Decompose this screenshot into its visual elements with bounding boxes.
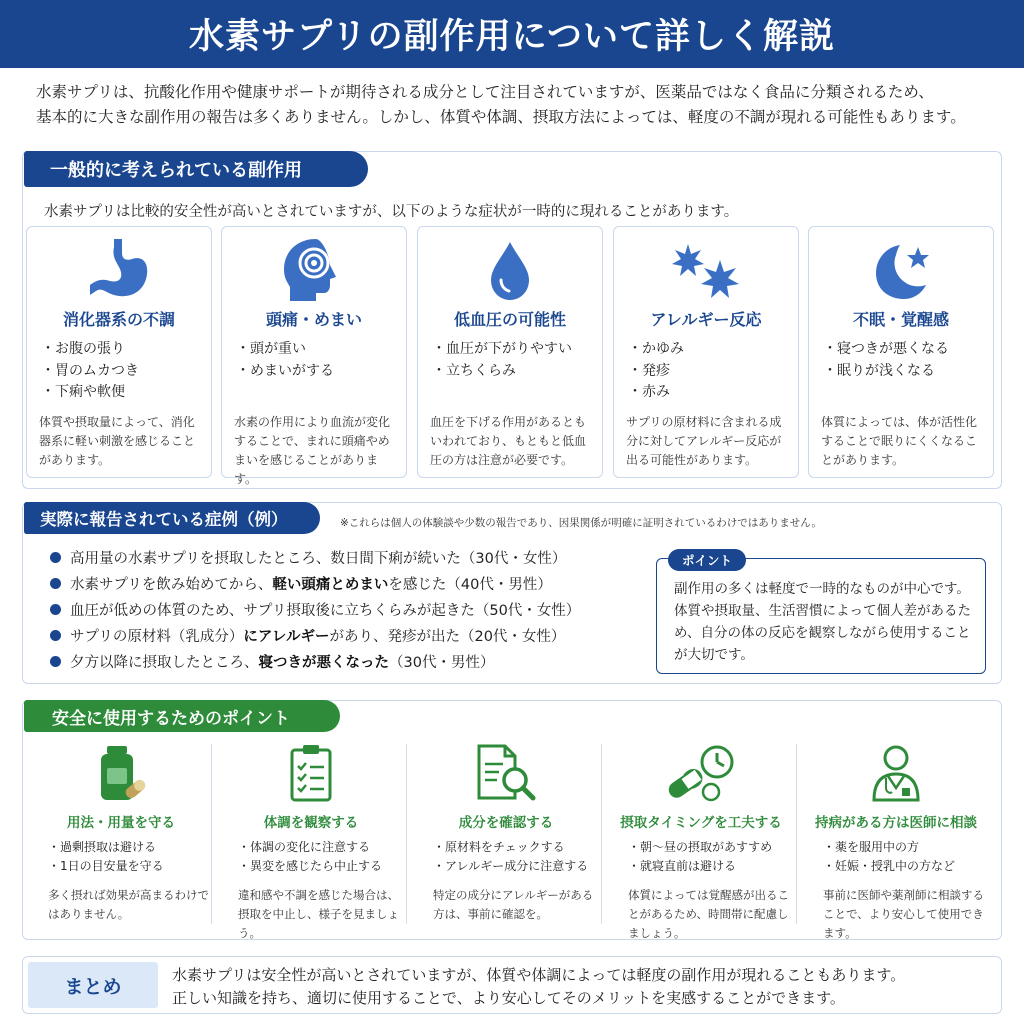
case-highlight: にアレルギー: [243, 629, 330, 645]
water-drop-icon: [418, 235, 602, 305]
tip-bullet: ・朝〜昼の摂取があすすめ: [628, 840, 773, 854]
intro-line-1: 水素サプリは、抗酸化作用や健康サポートが期待される成分として注目されていますが、医薬品ではなく食品に分類されるため、: [36, 83, 934, 101]
side-effect-card-insomnia: [808, 226, 994, 478]
case-item: [50, 651, 494, 672]
case-text: 高用量の水素サプリを摂取したところ、数日間下痢が続いた（30代・女性）: [70, 551, 567, 567]
tip-note: 特定の成分にアレルギーがある方は、事前に確認を。: [433, 888, 594, 921]
side-effect-card-digestive: [26, 226, 212, 478]
card-bullets: [628, 339, 684, 404]
case-text: サプリの原材料（乳成分）: [70, 629, 244, 645]
bullet-dot-icon: [50, 604, 61, 615]
tip-note: 体質によっては覚醒感が出ることがあるため、時間帯に配慮しましょう。: [628, 888, 789, 940]
card-bullet: ・寝つきが悪くなる: [823, 341, 949, 357]
doctor-icon: [799, 740, 993, 806]
supplement-bottle-icon: [24, 740, 218, 806]
case-highlight: 寝つきが悪くなった: [258, 655, 389, 671]
tip-bullets: [823, 838, 955, 876]
card-note: 血圧を下げる作用があるともいわれており、もともと低血圧の方は注意が必要です。: [430, 415, 587, 467]
reported-cases-heading: 実際に報告されている症例（例）: [40, 510, 288, 529]
card-bullet: ・胃のムカつき: [41, 362, 139, 379]
case-item: [50, 625, 565, 646]
case-text-after: があり、発疹が出た（20代・女性）: [329, 629, 566, 645]
card-title: アレルギー反応: [650, 310, 762, 329]
allergy-stars-icon: [614, 235, 798, 305]
safety-tip-ingredients: [409, 740, 603, 930]
safe-use-tab: [24, 700, 340, 732]
card-bullets: [236, 339, 334, 382]
card-title: 低血圧の可能性: [453, 310, 566, 329]
case-text: 血圧が低めの体質のため、サプリ摂取後に立ちくらみが起きた（50代・女性）: [70, 603, 581, 619]
card-bullet: ・下痢や軟便: [41, 384, 125, 400]
case-text-after: （30代・男性）: [389, 655, 495, 671]
card-note: 体質によっては、体が活性化することで眠りにくくなることがあります。: [821, 415, 978, 467]
tip-bullets: [628, 838, 772, 876]
case-text: 水素サプリを飲み始めてから、: [70, 577, 273, 593]
reported-cases-disclaimer: ※これらは個人の体験談や少数の報告であり、因果関係が明確に証明されているわけではありません。: [340, 517, 822, 529]
bullet-dot-icon: [50, 656, 61, 667]
card-bullet: ・お腹の張り: [41, 341, 125, 357]
common-side-effects-tab: [24, 151, 368, 187]
case-item: [50, 547, 566, 568]
card-bullet: ・眠りが浅くなる: [823, 362, 935, 379]
card-bullets: [823, 339, 949, 382]
tip-bullet: ・過剰摂取は避ける: [48, 840, 157, 854]
bullet-dot-icon: [50, 552, 61, 563]
summary-line-1: 水素サプリは安全性が高いとされていますが、体質や体調によっては軽度の副作用が現れることもあります。: [172, 966, 906, 984]
common-side-effects-heading: 一般的に考えられている副作用: [50, 160, 302, 181]
tip-bullet: ・異変を感じたら中止する: [238, 859, 383, 873]
common-side-effects-description: 水素サプリは比較的安全性が高いとされていますが、以下のような症状が一時的に現れることがあります。: [44, 204, 739, 220]
card-title: 頭痛・めまい: [265, 310, 362, 329]
tip-note: 多く摂れば効果が高まるわけではありません。: [48, 888, 209, 921]
page-header: [0, 0, 1024, 68]
card-bullet: ・赤み: [628, 384, 670, 400]
case-item: [50, 599, 580, 620]
moon-star-icon: [809, 235, 993, 305]
tip-bullets: [48, 838, 164, 876]
intro-line-2: 基本的に大きな副作用の報告は多くありません。しかし、体質や体調、摂取方法によっては、軽度の不調が現れる可能性もあります。: [36, 108, 966, 126]
card-bullet: ・かゆみ: [628, 341, 684, 357]
reported-cases-tab: [24, 502, 320, 534]
card-bullet: ・頭が重い: [236, 341, 306, 357]
head-dizzy-icon: [222, 235, 406, 305]
tip-bullet: ・体調の変化に注意する: [238, 840, 371, 854]
safety-tip-condition: [214, 740, 408, 940]
capsule-clock-icon: [604, 740, 798, 806]
card-note: 体質や摂取量によって、消化器系に軽い刺激を感じることがあります。: [39, 415, 196, 467]
tip-bullet: ・妊娠・授乳中の方など: [823, 859, 956, 873]
card-bullets: [432, 339, 572, 382]
case-text: 夕方以降に摂取したところ、: [70, 655, 259, 671]
card-bullets: [41, 339, 139, 404]
intro-text: [36, 80, 996, 130]
tip-bullets: [433, 838, 588, 876]
summary-text: [172, 964, 905, 1010]
summary-line-2: 正しい知識を持ち、適切に使用することで、より安心してそのメリットを実感することができます。: [172, 989, 845, 1007]
safety-tip-dosage: [24, 740, 218, 930]
clipboard-checklist-icon: [214, 740, 408, 806]
summary-label: まとめ: [28, 962, 158, 1008]
tip-title: 体調を観察する: [263, 815, 359, 831]
page-title: 水素サプリの副作用について詳しく解説: [189, 17, 835, 57]
tip-note: 事前に医師や薬剤師に相談することで、より安心して使用できます。: [823, 888, 984, 940]
document-search-icon: [409, 740, 603, 806]
tip-bullet: ・1日の目安量を守る: [48, 859, 164, 873]
card-note: サプリの原材料に含まれる成分に対してアレルギー反応が出る可能性があります。: [626, 415, 782, 467]
bullet-dot-icon: [50, 578, 61, 589]
safety-tip-consult-doctor: [799, 740, 993, 940]
stomach-icon: [27, 235, 211, 305]
card-title: 消化器系の不調: [62, 310, 175, 329]
tip-title: 成分を確認する: [458, 815, 554, 831]
point-text: 副作用の多くは軽度で一時的なものが中心です。体質や摂取量、生活習慣によって個人差があるため、自分の体の反応を観察しながら使用することが大切です。: [674, 581, 971, 663]
case-text-after: を感じた（40代・男性）: [388, 577, 552, 593]
bullet-dot-icon: [50, 630, 61, 641]
tip-bullet: ・原材料をチェックする: [433, 840, 565, 854]
point-tag: ポイント: [668, 549, 746, 571]
card-title: 不眠・覚醒感: [852, 310, 949, 329]
tip-bullet: ・就寝直前は避ける: [628, 859, 737, 873]
tip-bullet: ・薬を服用中の方: [823, 840, 920, 854]
tip-bullets: [238, 838, 382, 876]
case-highlight: 軽い頭痛とめまい: [272, 577, 389, 593]
side-effect-card-headache: [221, 226, 407, 486]
side-effect-card-allergy: [613, 226, 799, 478]
tip-title: 用法・用量を守る: [67, 815, 175, 831]
safety-tip-timing: [604, 740, 798, 940]
tip-note: 違和感や不調を感じた場合は、摂取を中止し、様子を見ましょう。: [238, 888, 399, 940]
tip-title: 持病がある方は医師に相談: [815, 815, 977, 831]
card-bullet: ・発疹: [628, 362, 670, 379]
card-bullet: ・立ちくらみ: [432, 362, 516, 379]
card-note: 水素の作用により血流が変化することで、まれに頭痛やめまいを感じることがあります。: [234, 415, 391, 486]
safe-use-heading: 安全に使用するためのポイント: [52, 708, 290, 729]
tip-title: 摂取タイミングを工夫する: [620, 815, 782, 831]
side-effect-card-low-blood-pressure: [417, 226, 603, 478]
tip-bullet: ・アレルギー成分に注意する: [433, 859, 589, 873]
card-bullet: ・血圧が下がりやすい: [432, 341, 572, 357]
case-item: [50, 573, 552, 594]
card-bullet: ・めまいがする: [236, 362, 334, 379]
